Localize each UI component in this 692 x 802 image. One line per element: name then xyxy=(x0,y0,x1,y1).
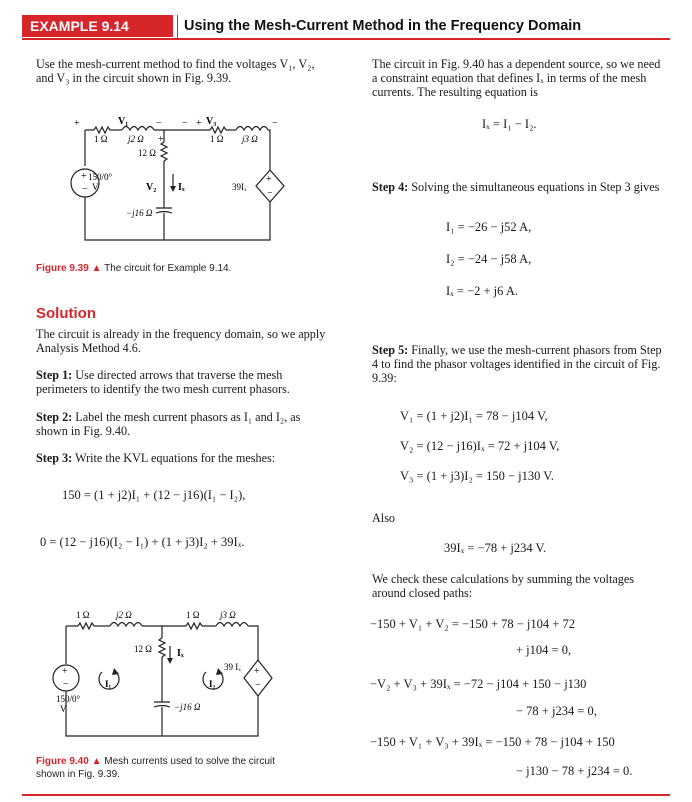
fig39-r3-label: 1 Ω xyxy=(210,134,224,144)
fig39-v2-label: V₂ xyxy=(146,182,157,193)
fig39-v1-minus: − xyxy=(156,118,162,129)
check-3-line-1: −150 + V₁ + V₃ + 39Iₓ = −150 + 78 − j104 + 150 xyxy=(370,735,615,749)
check-3-line-2: − j130 − 78 + j234 = 0. xyxy=(516,764,633,778)
fig40-src-value: 150/0° xyxy=(56,694,81,704)
fig40-l1-inductor xyxy=(110,623,142,627)
problem-statement: Use the mesh-current method to find the voltages V₁, V₂, and V₃ in the circuit shown in Fig. 9.39. xyxy=(36,57,315,85)
step-5: Step 5: Finally, we use the mesh-current phasors from Step 4 to find the phasor voltages identified in the circuit of Fig. 9.39: xyxy=(372,343,662,385)
fig39-capacitor xyxy=(156,208,172,213)
fig39-v1-label: V₁ xyxy=(118,116,129,127)
fig39-dep-minus: − xyxy=(267,188,273,199)
fig40-capacitor xyxy=(154,702,170,707)
step-2: Step 2: Label the mesh current phasors as I₁ and I₂, as shown in Fig. 9.40. xyxy=(36,410,301,438)
fig40-r12-label: 12 Ω xyxy=(134,644,152,654)
fig39-c16-label: −j16 Ω xyxy=(126,208,153,218)
fig40-ix-label: Iₓ xyxy=(177,648,184,659)
voltage-v1: V₁ = (1 + j2)I₁ = 78 − j104 V, xyxy=(400,409,548,423)
figure-9-40-caption: Figure 9.40 ▲ Mesh currents used to solve the circuit shown in Fig. 9.39. xyxy=(36,756,275,780)
check-2-line-2: − 78 + j234 = 0, xyxy=(516,704,597,718)
fig39-r1-resistor xyxy=(94,127,110,133)
fig39-l1-label: j2 Ω xyxy=(128,134,144,144)
fig39-dep-plus: + xyxy=(266,174,272,185)
solution-ix: Iₓ = −2 + j6 A. xyxy=(446,284,518,298)
fig39-r3-resistor xyxy=(210,127,226,133)
fig40-dep-label: 39 Iₓ xyxy=(224,662,241,672)
fig40-r1-resistor xyxy=(78,623,94,629)
fig40-l3-label: j3 Ω xyxy=(220,610,236,620)
fig40-src-plus: + xyxy=(62,666,68,677)
constraint-equation: Iₓ = I₁ − I₂. xyxy=(482,117,537,131)
fig39-src-unit: V xyxy=(92,182,99,192)
kvl-equation-2: 0 = (12 − j16)(I₂ − I₁) + (1 + j3)I₂ + 39Iₓ. xyxy=(40,535,245,549)
fig39-src-value: 150/0° xyxy=(88,172,113,182)
fig39-v1-plus: + xyxy=(74,118,80,129)
bottom-rule xyxy=(22,794,670,796)
mesh-current-2-label: I₂ xyxy=(209,679,216,689)
header-rule xyxy=(22,38,670,40)
check-intro: We check these calculations by summing the voltages around closed paths: xyxy=(372,572,634,600)
kvl-equation-1: 150 = (1 + j2)I₁ + (12 − j16)(I₁ − I₂), xyxy=(62,488,246,502)
fig39-v3-label: V₃ xyxy=(206,116,217,127)
fig40-r12-resistor xyxy=(159,638,165,657)
constraint-intro: The circuit in Fig. 9.40 has a dependent source, so we need a constraint equation that defines Iₓ in terms of the mesh currents. The resulting equation is xyxy=(372,57,661,99)
check-2-line-1: −V₂ + V₃ + 39Iₓ = −72 − j104 + 150 − j130 xyxy=(370,677,587,691)
fig39-l1-inductor xyxy=(122,127,154,131)
check-1-line-2: + j104 = 0, xyxy=(516,643,572,657)
fig40-dep-minus: − xyxy=(255,680,261,691)
fig39-v3-minus-right: − xyxy=(272,118,278,129)
fig40-dep-plus: + xyxy=(254,666,260,677)
also-label: Also xyxy=(372,511,396,525)
fig39-r12-label: 12 Ω xyxy=(138,148,156,158)
solution-intro: The circuit is already in the frequency domain, so we apply Analysis Method 4.6. xyxy=(36,327,326,355)
voltage-v2: V₂ = (12 − j16)Iₓ = 72 + j104 V, xyxy=(400,439,560,453)
solution-i2: I₂ = −24 − j58 A, xyxy=(446,252,532,266)
mesh-current-1-label: I₁ xyxy=(105,679,112,689)
solution-i1: I₁ = −26 − j52 A, xyxy=(446,220,532,234)
dependent-voltage: 39Iₓ = −78 + j234 V. xyxy=(444,541,547,555)
fig40-l3-inductor xyxy=(216,623,248,627)
fig39-l3-label: j3 Ω xyxy=(242,134,258,144)
step-3: Step 3: Write the KVL equations for the meshes: xyxy=(36,451,276,465)
fig39-ix-label: Iₓ xyxy=(178,182,185,193)
example-title: Using the Mesh-Current Method in the Frequency Domain xyxy=(184,18,582,34)
fig39-src-plus: + xyxy=(81,171,87,182)
fig40-src-unit: V xyxy=(60,704,67,714)
figure-9-39-circuit xyxy=(60,108,300,248)
fig40-r3-label: 1 Ω xyxy=(186,610,200,620)
solution-heading: Solution xyxy=(36,305,96,322)
fig40-r3-resistor xyxy=(186,623,202,629)
voltage-v3: V₃ = (1 + j3)I₂ = 150 − j130 V. xyxy=(400,469,554,483)
fig39-v2-plus: + xyxy=(158,134,164,145)
fig39-v3-plus: + xyxy=(196,118,202,129)
step-1: Step 1: Use directed arrows that traverse the mesh perimeters to identify the two mesh current phasors. xyxy=(36,368,290,396)
check-1-line-1: −150 + V₁ + V₂ = −150 + 78 − j104 + 72 xyxy=(370,617,575,631)
figure-9-40-circuit xyxy=(44,604,284,744)
fig39-src-minus: − xyxy=(82,184,88,195)
fig39-r1-label: 1 Ω xyxy=(94,134,108,144)
fig40-r1-label: 1 Ω xyxy=(76,610,90,620)
fig40-src-minus: − xyxy=(63,679,69,690)
fig39-dep-label: 39Iₓ xyxy=(232,182,247,192)
step-4: Step 4: Solving the simultaneous equations in Step 3 gives xyxy=(372,180,660,194)
fig39-l3-inductor xyxy=(236,127,268,131)
figure-9-39-caption: Figure 9.39 ▲ The circuit for Example 9.14. xyxy=(36,263,232,274)
example-label: EXAMPLE 9.14 xyxy=(22,15,173,37)
header-divider xyxy=(177,15,178,39)
fig40-c16-label: −j16 Ω xyxy=(174,702,201,712)
fig39-v3-minus: − xyxy=(182,118,188,129)
fig40-l1-label: j2 Ω xyxy=(116,610,132,620)
